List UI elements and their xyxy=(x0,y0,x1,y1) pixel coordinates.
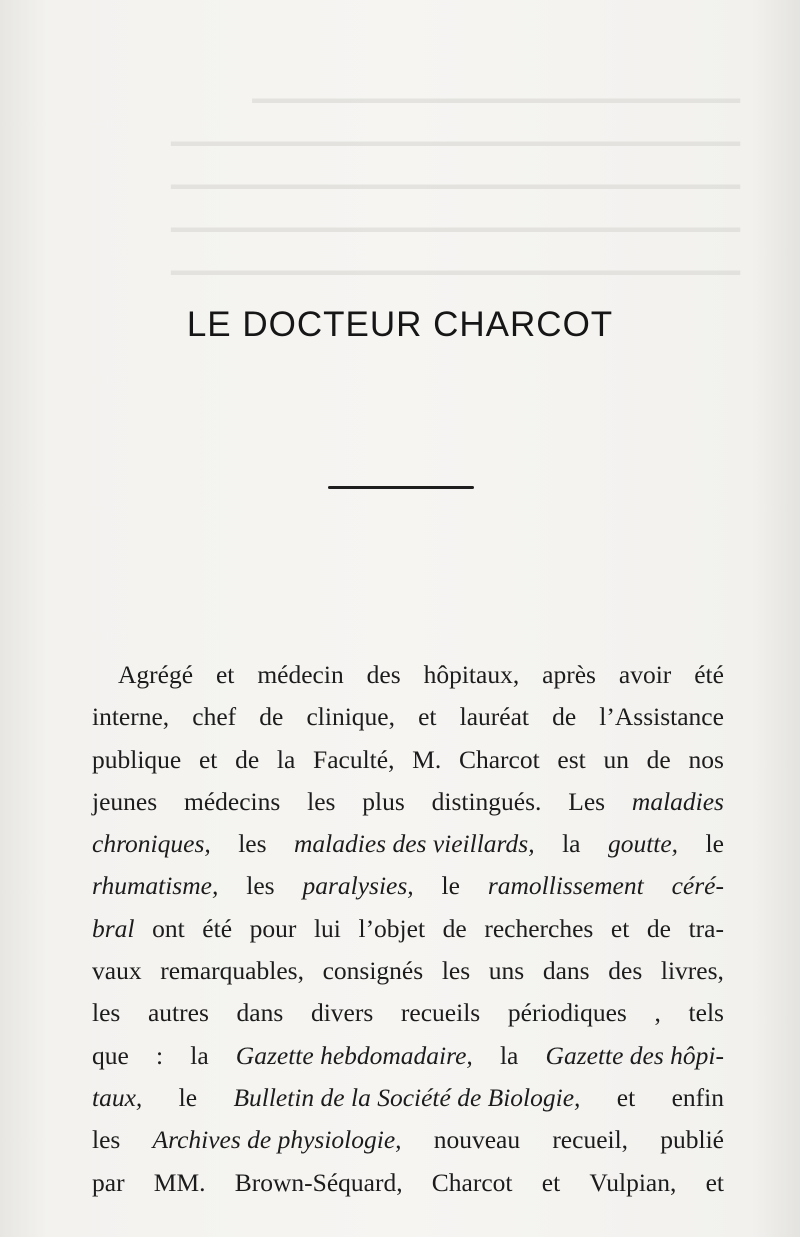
word: les xyxy=(92,1125,121,1155)
word: Agrégé xyxy=(118,660,194,689)
word: les xyxy=(246,871,275,901)
word: Brown-Séquard, xyxy=(234,1167,403,1197)
word: la xyxy=(190,1040,209,1070)
title-divider xyxy=(328,486,474,489)
word: été xyxy=(202,913,233,943)
word: Les xyxy=(568,786,606,816)
word: Archives de physiologie, xyxy=(152,1125,402,1155)
word: ramollissement xyxy=(487,871,644,901)
word: distingués. xyxy=(431,786,542,816)
word: les xyxy=(441,956,471,986)
word: tels xyxy=(688,998,724,1028)
word: plus xyxy=(362,786,405,816)
word: et xyxy=(610,913,630,943)
word: : xyxy=(155,1040,164,1070)
word: goutte, xyxy=(607,829,679,859)
word: rhumatisme, xyxy=(92,871,219,901)
word: après xyxy=(542,660,596,689)
word: uns xyxy=(488,956,525,986)
word: hôpitaux, xyxy=(423,660,520,689)
word: et xyxy=(215,660,235,689)
word: pour xyxy=(249,913,297,943)
word: de xyxy=(646,913,671,943)
word: les xyxy=(92,998,121,1028)
word: de xyxy=(235,744,260,774)
word: Gazette des hôpi- xyxy=(545,1040,724,1070)
word: les xyxy=(238,829,267,859)
word: par xyxy=(92,1167,125,1197)
word: l’Assistance xyxy=(599,702,724,732)
word: de xyxy=(442,913,467,943)
word: publique xyxy=(92,744,182,774)
word: périodiques xyxy=(507,998,627,1028)
word: Vulpian, xyxy=(589,1167,677,1197)
word: avoir xyxy=(618,660,672,689)
word: et xyxy=(198,744,218,774)
word: MM. xyxy=(153,1167,206,1197)
word: maladies xyxy=(631,786,724,816)
word: de xyxy=(552,702,577,732)
word: Charcot xyxy=(431,1167,513,1197)
word: recueil, xyxy=(552,1125,629,1155)
word: , xyxy=(654,998,661,1028)
text-line xyxy=(92,1077,724,1119)
word: clinique, xyxy=(306,702,395,732)
word: ont xyxy=(152,913,185,943)
word: Faculté, xyxy=(313,744,395,774)
text-line xyxy=(92,865,724,907)
text-line xyxy=(92,654,724,696)
word: céré- xyxy=(671,871,724,901)
text-line xyxy=(92,1035,724,1077)
chapter-title: LE DOCTEUR CHARCOT xyxy=(186,305,614,344)
word: recueils xyxy=(400,998,481,1028)
word: les xyxy=(307,786,336,816)
word: consignés xyxy=(322,956,424,986)
text-line xyxy=(92,1162,724,1204)
word: médecins xyxy=(183,786,281,816)
word: Bulletin de la Société de Biologie, xyxy=(233,1082,581,1112)
word: divers xyxy=(310,998,374,1028)
word: maladies des vieillards, xyxy=(294,829,535,859)
word: publié xyxy=(660,1125,724,1155)
word: tra- xyxy=(688,913,724,943)
show-through-texture: ━━━━━━━━━━━━━━━━━━━━━━━━━━━━━━ ━━━━━━━━━━━━━━━━━━━━━━━━━━━━━━━━━━━ ━━━━━━━━━━━━━━━━━━━━━━━━━━━━━━━━━━━ ━━━━━━━━━━━━━━━━━━━━━━━━━━━━━━━━━━━ ━━━━━━━━━━━━━━━━━━━━━━━━━━━━━━━━━━━ xyxy=(171,86,740,288)
word: dans xyxy=(236,998,284,1028)
word: bral xyxy=(92,913,135,943)
word: paralysies, xyxy=(302,871,414,901)
word: de xyxy=(259,702,284,732)
word: nouveau xyxy=(433,1125,521,1155)
word: la xyxy=(562,829,581,859)
word: est xyxy=(557,744,586,774)
word: le xyxy=(705,829,724,859)
text-line xyxy=(92,950,724,992)
word: dans xyxy=(542,956,590,986)
word: lauréat xyxy=(459,702,529,732)
word: et xyxy=(705,1167,724,1197)
word: et xyxy=(616,1082,636,1112)
text-line xyxy=(92,1119,724,1161)
word: le xyxy=(441,871,460,901)
word: lui xyxy=(313,913,341,943)
word: et xyxy=(541,1167,561,1197)
text-line xyxy=(92,908,724,950)
body-paragraph xyxy=(92,654,724,1204)
text-line xyxy=(92,992,724,1034)
word: que xyxy=(92,1040,129,1070)
word: M. xyxy=(412,744,442,774)
word: Charcot xyxy=(458,744,540,774)
word: chef xyxy=(192,702,237,732)
word: autres xyxy=(147,998,209,1028)
word: livres, xyxy=(660,956,724,986)
word: le xyxy=(178,1082,198,1112)
word: Gazette hebdomadaire, xyxy=(235,1040,473,1070)
word: vaux xyxy=(92,956,142,986)
word: enfin xyxy=(671,1082,724,1112)
word: l’objet xyxy=(358,913,426,943)
text-line xyxy=(92,696,724,738)
word: remarquables, xyxy=(160,956,304,986)
word: interne, xyxy=(92,702,170,732)
text-line xyxy=(92,739,724,781)
text-line xyxy=(92,823,724,865)
word: jeunes xyxy=(92,786,158,816)
word: des xyxy=(608,956,643,986)
word: été xyxy=(694,660,724,689)
word: de xyxy=(646,744,671,774)
word: médecin xyxy=(257,660,344,689)
word: un xyxy=(603,744,629,774)
word: chroniques, xyxy=(92,829,211,859)
word: taux, xyxy=(92,1082,143,1112)
word: la xyxy=(499,1040,519,1070)
word: nos xyxy=(688,744,724,774)
word: la xyxy=(276,744,296,774)
text-line xyxy=(92,781,724,823)
word: et xyxy=(418,702,437,732)
word: des xyxy=(366,660,401,689)
word: recherches xyxy=(484,913,594,943)
